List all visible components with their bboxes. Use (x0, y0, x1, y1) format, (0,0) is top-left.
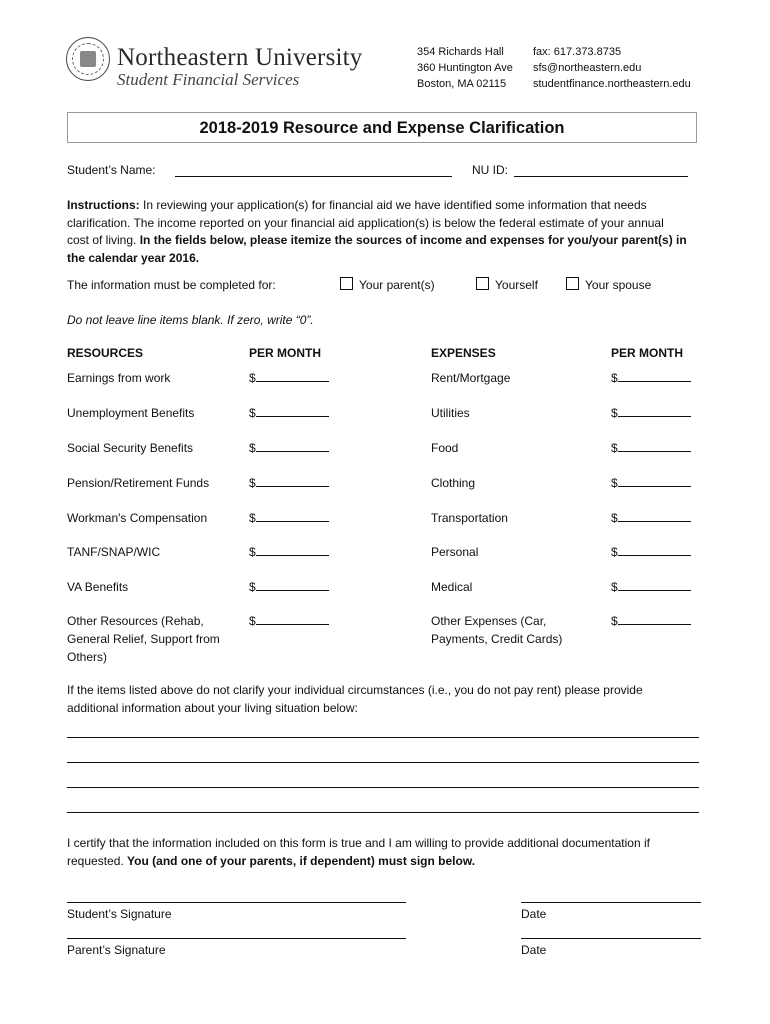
currency-symbol: $ (611, 614, 618, 628)
resource-label: Other Resources (Rehab, General Relief, Support from Others) (67, 614, 220, 664)
expense-amount-field[interactable] (611, 612, 691, 628)
address-line: 360 Huntington Ave (417, 62, 513, 74)
instructions (67, 197, 687, 267)
parent-signature-label: Parent’s Signature (67, 943, 166, 957)
additional-info-text: If the items listed above do not clarify your individual circumstances (i.e., you do not pay rent) please provide additional information about your living situation below: (67, 683, 643, 715)
option-spouse-label: Your spouse (585, 278, 652, 292)
completed-for-label: The information must be completed for: (67, 278, 276, 292)
additional-info-line[interactable] (67, 787, 699, 788)
instructions-label: Instructions: (67, 198, 140, 212)
address-line: 354 Richards Hall (417, 46, 504, 58)
website-url: studentfinance.northeastern.edu (533, 78, 691, 90)
zero-note: Do not leave line items blank. If zero, write “0”. (67, 313, 314, 327)
resource-label: VA Benefits (67, 580, 129, 594)
form-title: 2018-2019 Resource and Expense Clarification (199, 119, 565, 137)
resource-amount-field[interactable] (249, 439, 329, 455)
expense-label: Rent/Mortgage (431, 371, 511, 385)
expense-amount-field[interactable] (611, 439, 691, 455)
resource-amount-field[interactable] (249, 612, 329, 628)
student-name-label: Student’s Name: (67, 163, 156, 177)
currency-symbol: $ (611, 511, 618, 525)
expense-label: Food (431, 441, 459, 455)
resource-label: Unemployment Benefits (67, 406, 195, 420)
instructions-bold: In the fields below, please itemize the sources of income and expenses for you/your parent(s) in the calendar year 2016. (67, 233, 687, 265)
expense-label: Other Expenses (Car, Payments, Credit Cards) (431, 614, 563, 646)
nu-id-label: NU ID: (472, 163, 508, 177)
currency-symbol: $ (611, 371, 618, 385)
currency-symbol: $ (249, 371, 256, 385)
expense-amount-field[interactable] (611, 369, 691, 385)
currency-symbol: $ (611, 406, 618, 420)
fax-number: fax: 617.373.8735 (533, 46, 622, 58)
student-name-field[interactable] (175, 162, 452, 177)
currency-symbol: $ (249, 476, 256, 490)
currency-symbol: $ (249, 441, 256, 455)
expense-label: Clothing (431, 476, 476, 490)
instructions-text: In reviewing your application(s) for financial aid we have identified some information that needs clarification. The income reported on your financial aid application(s) is below the federal estimate of your annual cost of living. (67, 198, 664, 247)
student-signature-label: Student’s Signature (67, 907, 172, 921)
expense-label: Medical (431, 580, 473, 594)
resource-label: Earnings from work (67, 371, 171, 385)
currency-symbol: $ (611, 580, 618, 594)
student-date-line[interactable] (521, 902, 701, 903)
currency-symbol: $ (249, 580, 256, 594)
expense-label: Utilities (431, 406, 470, 420)
department-name: Student Financial Services (117, 70, 300, 89)
additional-info-line[interactable] (67, 737, 699, 738)
per-month-header: PER MONTH (249, 346, 321, 360)
currency-symbol: $ (249, 406, 256, 420)
expense-amount-field[interactable] (611, 509, 691, 525)
option-yourself-label: Yourself (495, 278, 538, 292)
resource-amount-field[interactable] (249, 509, 329, 525)
resources-header: RESOURCES (67, 346, 144, 360)
resource-label: Social Security Benefits (67, 441, 194, 455)
parent-signature-line[interactable] (67, 938, 406, 939)
email-address: sfs@northeastern.edu (533, 62, 642, 74)
resource-amount-field[interactable] (249, 369, 329, 385)
resource-amount-field[interactable] (249, 404, 329, 420)
expense-amount-field[interactable] (611, 578, 691, 594)
currency-symbol: $ (611, 545, 618, 559)
address-line: Boston, MA 02115 (417, 78, 507, 90)
title-box (67, 112, 697, 143)
contact-block (533, 44, 691, 92)
currency-symbol: $ (611, 476, 618, 490)
per-month-header-2: PER MONTH (611, 346, 683, 360)
expense-amount-field[interactable] (611, 404, 691, 420)
certification-plain: I certify that the information included on this form is true and I am willing to provide additional documentation if requested. (67, 836, 650, 868)
resource-amount-field[interactable] (249, 578, 329, 594)
resource-label: Pension/Retirement Funds (67, 476, 210, 490)
expense-label: Personal (431, 545, 479, 559)
address-block (417, 44, 513, 92)
resource-label: Workman's Compensation (67, 511, 208, 525)
certification-text (67, 835, 697, 870)
student-date-label: Date (521, 907, 547, 921)
additional-info-line[interactable] (67, 762, 699, 763)
resource-amount-field[interactable] (249, 543, 329, 559)
nu-id-field[interactable] (514, 162, 688, 177)
student-signature-line[interactable] (67, 902, 406, 903)
additional-info-line[interactable] (67, 812, 699, 813)
expense-amount-field[interactable] (611, 474, 691, 490)
certification-bold: You (and one of your parents, if dependent) must sign below. (127, 853, 476, 868)
university-name: Northeastern University (117, 44, 363, 71)
checkbox-yourself[interactable] (476, 277, 489, 290)
currency-symbol: $ (249, 511, 256, 525)
expenses-header: EXPENSES (431, 346, 496, 360)
checkbox-spouse[interactable] (566, 277, 579, 290)
currency-symbol: $ (249, 545, 256, 559)
currency-symbol: $ (249, 614, 256, 628)
resource-amount-field[interactable] (249, 474, 329, 490)
resource-label: TANF/SNAP/WIC (67, 545, 161, 559)
currency-symbol: $ (611, 441, 618, 455)
university-seal-icon (66, 37, 110, 81)
checkbox-parents[interactable] (340, 277, 353, 290)
expense-amount-field[interactable] (611, 543, 691, 559)
parent-date-label: Date (521, 943, 547, 957)
parent-date-line[interactable] (521, 938, 701, 939)
expense-label: Transportation (431, 511, 508, 525)
option-parents-label: Your parent(s) (359, 278, 435, 292)
